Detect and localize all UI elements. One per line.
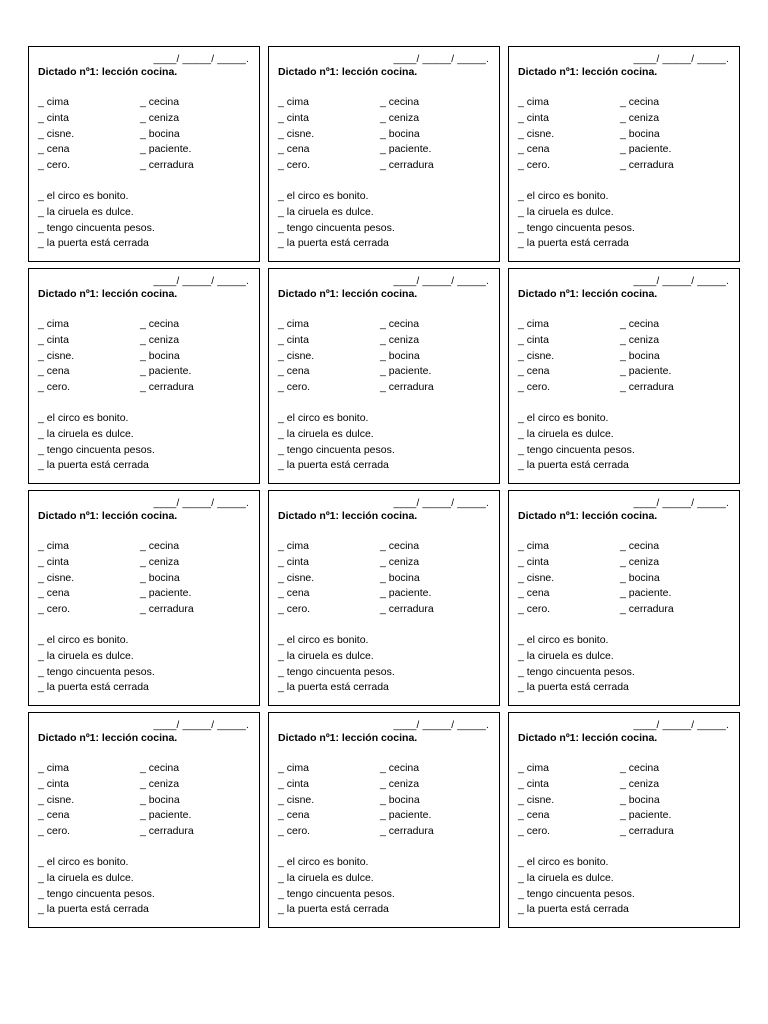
word-item: _ cena	[278, 587, 310, 600]
date-blank: ____/ _____/ _____.	[393, 498, 489, 509]
word-item: _ cecina	[380, 96, 420, 108]
dictation-card	[268, 46, 500, 262]
card-title: Dictado nº1: lección cocina.	[278, 288, 418, 300]
card-title: Dictado nº1: lección cocina.	[38, 510, 178, 522]
phrase-item: _ tengo cincuenta pesos.	[278, 887, 395, 900]
phrase-item: _ la puerta está cerrada	[278, 237, 389, 250]
word-item: _ cisne.	[518, 793, 555, 806]
word-item: _ ceniza	[380, 333, 420, 346]
card-title: Dictado nº1: lección cocina.	[518, 66, 658, 78]
phrase-item: _ el circo es bonito.	[278, 189, 369, 202]
word-item: _ cima	[518, 318, 549, 330]
dictation-card	[268, 712, 500, 928]
word-item: _ bocina	[620, 127, 660, 140]
word-item: _ cinta	[38, 777, 69, 790]
word-item: _ ceniza	[140, 333, 180, 346]
phrase-item: _ la ciruela es dulce.	[278, 649, 374, 662]
word-item: _ ceniza	[380, 111, 420, 124]
date-blank: ____/ _____/ _____.	[393, 720, 489, 731]
phrase-item: _ tengo cincuenta pesos.	[518, 887, 635, 900]
word-item: _ cinta	[278, 333, 309, 346]
word-list	[518, 317, 731, 396]
word-item: _ cima	[278, 318, 309, 330]
word-item: _ cena	[518, 365, 550, 378]
phrase-list	[518, 411, 731, 474]
word-item: _ cisne.	[278, 349, 315, 362]
word-item: _ cena	[278, 365, 310, 378]
phrase-item: _ la puerta está cerrada	[278, 459, 389, 472]
word-list	[38, 761, 251, 840]
date-blank: ____/ _____/ _____.	[633, 498, 729, 509]
word-item: _ cerradura	[140, 381, 194, 394]
phrase-item: _ tengo cincuenta pesos.	[38, 443, 155, 456]
word-item: _ cero.	[278, 159, 311, 172]
word-item: _ cisne.	[38, 349, 75, 362]
word-list	[518, 539, 731, 618]
word-item: _ paciente.	[380, 809, 432, 822]
phrase-item: _ la ciruela es dulce.	[278, 427, 374, 440]
word-item: _ cisne.	[38, 127, 75, 140]
word-item: _ cisne.	[278, 127, 315, 140]
phrase-item: _ la ciruela es dulce.	[518, 427, 614, 440]
word-item: _ cecina	[140, 96, 180, 108]
phrase-item: _ la ciruela es dulce.	[518, 649, 614, 662]
word-item: _ cima	[38, 318, 69, 330]
word-item: _ cena	[38, 587, 70, 600]
word-item: _ cero.	[278, 603, 311, 616]
date-blank: ____/ _____/ _____.	[633, 276, 729, 287]
phrase-item: _ el circo es bonito.	[518, 411, 609, 424]
dictation-card	[508, 490, 740, 706]
word-list	[278, 95, 491, 174]
word-item: _ paciente.	[380, 365, 432, 378]
word-item: _ ceniza	[140, 777, 180, 790]
word-item: _ cinta	[38, 555, 69, 568]
word-item: _ cinta	[278, 555, 309, 568]
word-item: _ cena	[278, 143, 310, 156]
word-item: _ bocina	[140, 349, 180, 362]
word-item: _ cero.	[518, 825, 551, 838]
word-item: _ bocina	[380, 349, 420, 362]
word-item: _ paciente.	[620, 809, 672, 822]
word-item: _ cima	[278, 762, 309, 774]
phrase-item: _ el circo es bonito.	[278, 633, 369, 646]
dictation-card	[28, 490, 260, 706]
phrase-item: _ el circo es bonito.	[38, 633, 129, 646]
word-item: _ ceniza	[140, 555, 180, 568]
word-item: _ cinta	[518, 333, 549, 346]
phrase-item: _ la puerta está cerrada	[278, 903, 389, 916]
word-item: _ cena	[38, 809, 70, 822]
word-item: _ ceniza	[620, 777, 660, 790]
word-item: _ cerradura	[620, 825, 674, 838]
word-item: _ cero.	[278, 825, 311, 838]
phrase-item: _ tengo cincuenta pesos.	[518, 443, 635, 456]
phrase-list	[38, 189, 251, 252]
word-item: _ cecina	[620, 96, 660, 108]
word-item: _ ceniza	[140, 111, 180, 124]
word-item: _ cecina	[380, 318, 420, 330]
word-item: _ paciente.	[140, 587, 192, 600]
word-item: _ ceniza	[620, 333, 660, 346]
word-item: _ cerradura	[140, 825, 194, 838]
word-item: _ cero.	[518, 381, 551, 394]
word-item: _ ceniza	[620, 555, 660, 568]
word-list	[278, 761, 491, 840]
word-item: _ cero.	[518, 603, 551, 616]
phrase-item: _ el circo es bonito.	[38, 411, 129, 424]
phrase-item: _ tengo cincuenta pesos.	[38, 887, 155, 900]
word-item: _ cinta	[518, 777, 549, 790]
phrase-list	[278, 189, 491, 252]
card-title: Dictado nº1: lección cocina.	[278, 66, 418, 78]
phrase-item: _ tengo cincuenta pesos.	[518, 665, 635, 678]
card-title: Dictado nº1: lección cocina.	[38, 66, 178, 78]
word-item: _ cecina	[380, 540, 420, 552]
word-list	[38, 539, 251, 618]
phrase-list	[38, 411, 251, 474]
word-item: _ cero.	[38, 603, 71, 616]
date-blank: ____/ _____/ _____.	[633, 54, 729, 65]
card-title: Dictado nº1: lección cocina.	[518, 288, 658, 300]
phrase-list	[38, 633, 251, 696]
word-item: _ paciente.	[620, 587, 672, 600]
phrase-item: _ la puerta está cerrada	[518, 459, 629, 472]
word-item: _ cecina	[140, 762, 180, 774]
phrase-item: _ el circo es bonito.	[38, 855, 129, 868]
word-item: _ cima	[518, 540, 549, 552]
word-item: _ cerradura	[380, 381, 434, 394]
date-blank: ____/ _____/ _____.	[153, 498, 249, 509]
word-list	[278, 317, 491, 396]
word-item: _ paciente.	[140, 143, 192, 156]
word-item: _ cinta	[278, 777, 309, 790]
phrase-list	[518, 855, 731, 918]
date-blank: ____/ _____/ _____.	[393, 54, 489, 65]
dictation-card	[268, 490, 500, 706]
phrase-item: _ el circo es bonito.	[518, 855, 609, 868]
word-item: _ cero.	[38, 381, 71, 394]
phrase-item: _ la puerta está cerrada	[518, 681, 629, 694]
dictation-card	[508, 268, 740, 484]
word-item: _ paciente.	[140, 809, 192, 822]
card-title: Dictado nº1: lección cocina.	[278, 732, 418, 744]
word-item: _ cecina	[620, 318, 660, 330]
word-item: _ bocina	[140, 127, 180, 140]
phrase-item: _ la puerta está cerrada	[38, 903, 149, 916]
word-list	[38, 317, 251, 396]
phrase-item: _ la ciruela es dulce.	[38, 649, 134, 662]
phrase-item: _ la puerta está cerrada	[38, 237, 149, 250]
word-list	[278, 539, 491, 618]
word-item: _ bocina	[380, 793, 420, 806]
word-item: _ cisne.	[518, 127, 555, 140]
word-item: _ cena	[518, 809, 550, 822]
phrase-item: _ la ciruela es dulce.	[518, 205, 614, 218]
phrase-item: _ tengo cincuenta pesos.	[278, 443, 395, 456]
dictation-card	[508, 46, 740, 262]
word-item: _ bocina	[620, 793, 660, 806]
date-blank: ____/ _____/ _____.	[153, 720, 249, 731]
word-item: _ cero.	[518, 159, 551, 172]
word-list	[518, 761, 731, 840]
date-blank: ____/ _____/ _____.	[153, 54, 249, 65]
word-item: _ cerradura	[140, 603, 194, 616]
dictation-card	[268, 268, 500, 484]
word-item: _ paciente.	[620, 365, 672, 378]
word-item: _ cerradura	[620, 159, 674, 172]
phrase-item: _ tengo cincuenta pesos.	[38, 665, 155, 678]
card-title: Dictado nº1: lección cocina.	[518, 732, 658, 744]
date-blank: ____/ _____/ _____.	[153, 276, 249, 287]
word-item: _ cena	[518, 587, 550, 600]
word-item: _ ceniza	[380, 555, 420, 568]
word-item: _ paciente.	[380, 143, 432, 156]
card-title: Dictado nº1: lección cocina.	[38, 732, 178, 744]
word-item: _ cinta	[518, 111, 549, 124]
date-blank: ____/ _____/ _____.	[393, 276, 489, 287]
word-item: _ cena	[518, 143, 550, 156]
phrase-item: _ la puerta está cerrada	[518, 237, 629, 250]
word-item: _ cima	[278, 96, 309, 108]
phrase-item: _ tengo cincuenta pesos.	[278, 665, 395, 678]
word-item: _ cerradura	[380, 825, 434, 838]
phrase-item: _ la ciruela es dulce.	[38, 205, 134, 218]
word-item: _ cima	[38, 540, 69, 552]
phrase-list	[278, 633, 491, 696]
card-title: Dictado nº1: lección cocina.	[278, 510, 418, 522]
word-item: _ cerradura	[620, 603, 674, 616]
word-item: _ cinta	[278, 111, 309, 124]
word-item: _ cima	[38, 96, 69, 108]
word-item: _ cisne.	[38, 571, 75, 584]
word-item: _ cinta	[38, 333, 69, 346]
word-item: _ bocina	[140, 571, 180, 584]
phrase-item: _ la puerta está cerrada	[518, 903, 629, 916]
word-item: _ cerradura	[380, 603, 434, 616]
dictation-card	[28, 268, 260, 484]
word-item: _ cerradura	[380, 159, 434, 172]
card-title: Dictado nº1: lección cocina.	[518, 510, 658, 522]
word-item: _ cisne.	[518, 349, 555, 362]
word-item: _ cinta	[518, 555, 549, 568]
date-blank: ____/ _____/ _____.	[633, 720, 729, 731]
word-item: _ cinta	[38, 111, 69, 124]
phrase-item: _ la puerta está cerrada	[38, 459, 149, 472]
word-item: _ cena	[38, 365, 70, 378]
word-item: _ cisne.	[278, 793, 315, 806]
word-item: _ cero.	[38, 159, 71, 172]
word-item: _ cecina	[140, 540, 180, 552]
word-list	[38, 95, 251, 174]
word-item: _ cerradura	[620, 381, 674, 394]
phrase-item: _ la ciruela es dulce.	[278, 871, 374, 884]
dictation-card	[28, 712, 260, 928]
dictation-card	[28, 46, 260, 262]
phrase-item: _ el circo es bonito.	[38, 189, 129, 202]
phrase-item: _ tengo cincuenta pesos.	[38, 221, 155, 234]
phrase-item: _ la ciruela es dulce.	[38, 871, 134, 884]
word-item: _ cecina	[380, 762, 420, 774]
phrase-list	[518, 633, 731, 696]
word-item: _ cima	[518, 762, 549, 774]
phrase-item: _ el circo es bonito.	[278, 855, 369, 868]
phrase-item: _ la ciruela es dulce.	[278, 205, 374, 218]
phrase-list	[518, 189, 731, 252]
phrase-item: _ la ciruela es dulce.	[38, 427, 134, 440]
card-title: Dictado nº1: lección cocina.	[38, 288, 178, 300]
word-item: _ cero.	[278, 381, 311, 394]
phrase-item: _ la puerta está cerrada	[278, 681, 389, 694]
word-item: _ cisne.	[38, 793, 75, 806]
word-item: _ cecina	[620, 540, 660, 552]
word-item: _ cisne.	[278, 571, 315, 584]
word-item: _ bocina	[140, 793, 180, 806]
word-item: _ paciente.	[140, 365, 192, 378]
phrase-item: _ la puerta está cerrada	[38, 681, 149, 694]
word-item: _ bocina	[380, 127, 420, 140]
word-item: _ cena	[278, 809, 310, 822]
word-item: _ cima	[278, 540, 309, 552]
phrase-item: _ el circo es bonito.	[518, 633, 609, 646]
word-item: _ bocina	[620, 349, 660, 362]
word-item: _ cima	[518, 96, 549, 108]
word-item: _ ceniza	[380, 777, 420, 790]
phrase-item: _ el circo es bonito.	[278, 411, 369, 424]
dictation-card	[508, 712, 740, 928]
word-item: _ cero.	[38, 825, 71, 838]
word-item: _ bocina	[620, 571, 660, 584]
word-item: _ cecina	[620, 762, 660, 774]
word-item: _ bocina	[380, 571, 420, 584]
word-item: _ cima	[38, 762, 69, 774]
word-item: _ paciente.	[620, 143, 672, 156]
phrase-list	[278, 855, 491, 918]
dictation-card-grid	[28, 46, 740, 928]
word-item: _ cerradura	[140, 159, 194, 172]
word-item: _ cecina	[140, 318, 180, 330]
phrase-list	[38, 855, 251, 918]
word-item: _ cena	[38, 143, 70, 156]
word-item: _ paciente.	[380, 587, 432, 600]
phrase-item: _ la ciruela es dulce.	[518, 871, 614, 884]
word-item: _ ceniza	[620, 111, 660, 124]
phrase-item: _ el circo es bonito.	[518, 189, 609, 202]
phrase-item: _ tengo cincuenta pesos.	[518, 221, 635, 234]
word-list	[518, 95, 731, 174]
phrase-item: _ tengo cincuenta pesos.	[278, 221, 395, 234]
phrase-list	[278, 411, 491, 474]
word-item: _ cisne.	[518, 571, 555, 584]
